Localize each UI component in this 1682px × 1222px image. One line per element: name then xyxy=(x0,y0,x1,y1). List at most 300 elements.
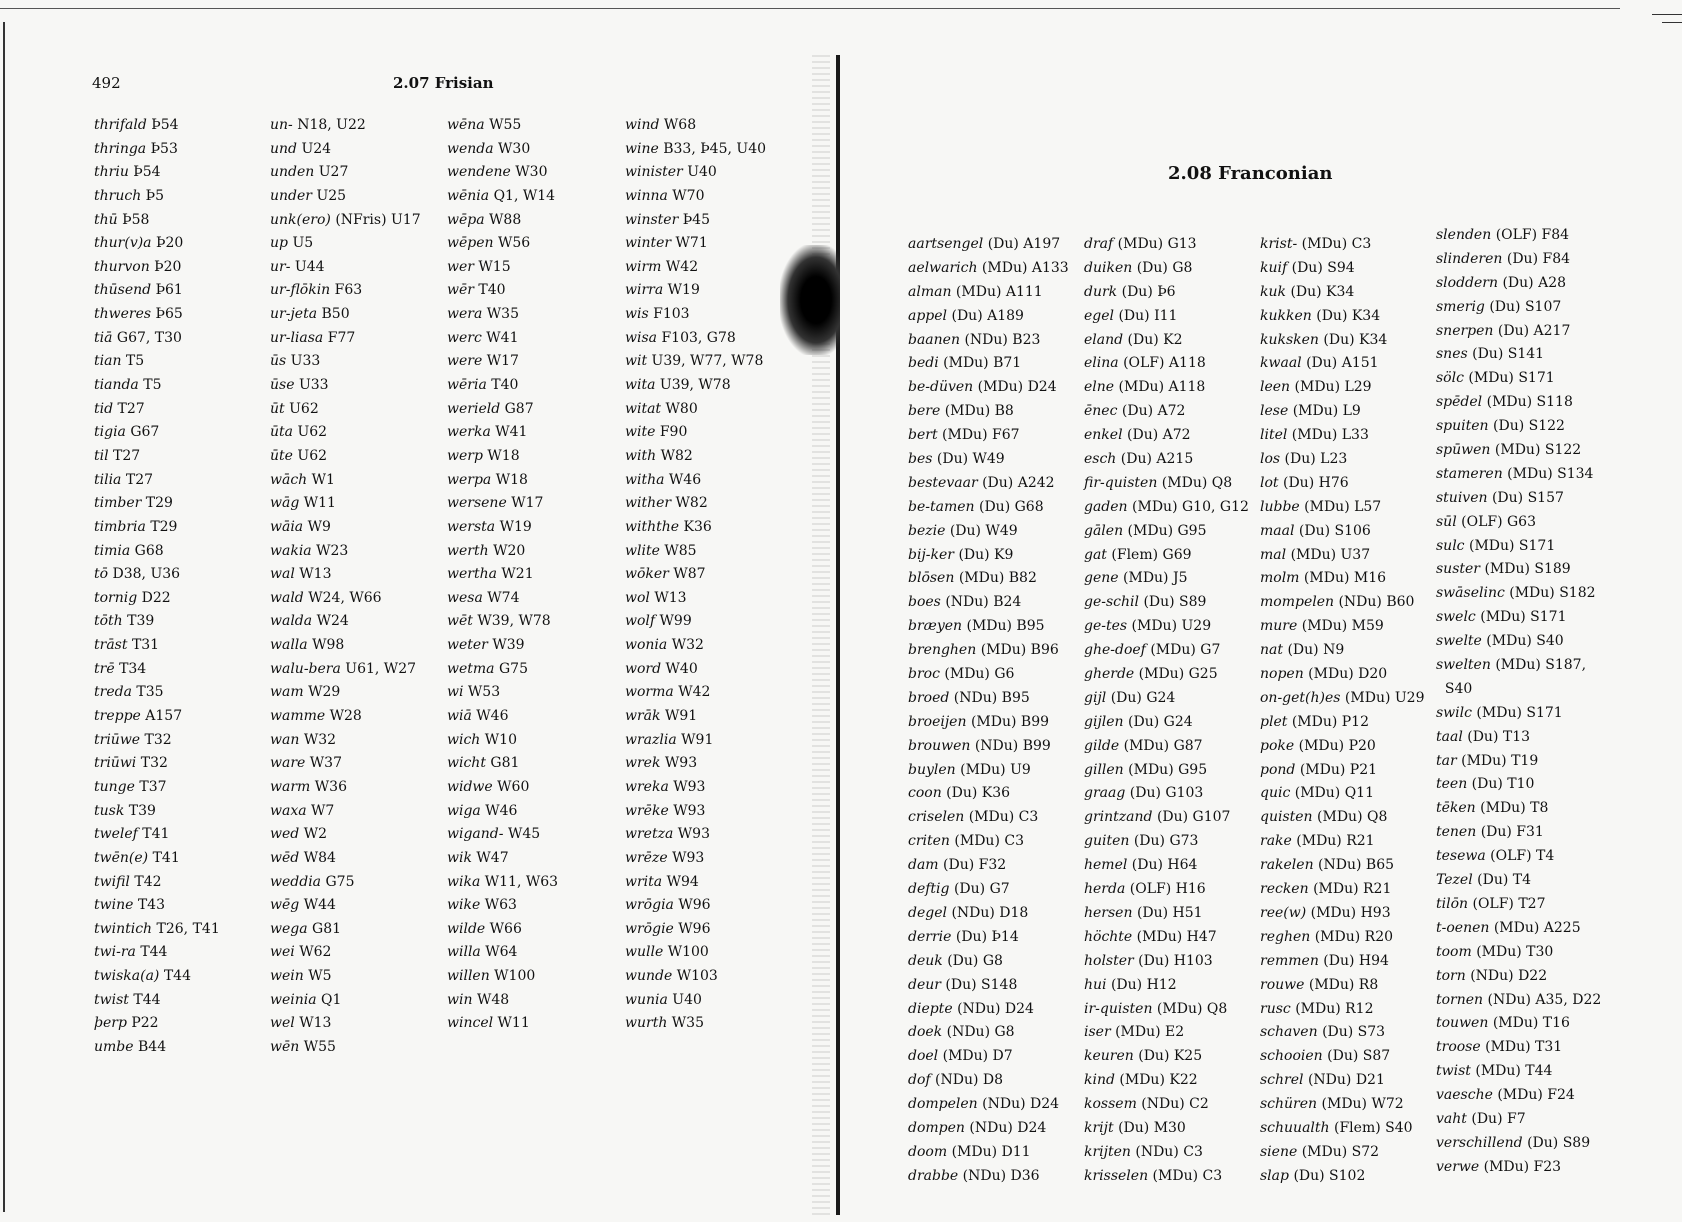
headword: broc xyxy=(908,666,940,683)
index-entry xyxy=(1260,591,1425,615)
headword: were xyxy=(447,353,483,370)
index-entry xyxy=(1436,224,1601,248)
headword: un- xyxy=(270,117,293,133)
headword: graag xyxy=(1084,785,1126,802)
index-entry xyxy=(1260,1045,1425,1069)
headword: egel xyxy=(1084,307,1115,324)
headword: vaht xyxy=(1436,1110,1467,1127)
index-entry xyxy=(1084,615,1249,639)
reference: W2 xyxy=(303,826,327,843)
reference: (Du) S107 xyxy=(1489,298,1562,315)
index-entry xyxy=(270,1012,421,1036)
index-entry xyxy=(1084,735,1249,759)
reference: (Du) H76 xyxy=(1283,474,1349,491)
reference: (Du) G8 xyxy=(1136,259,1193,276)
headword: winster xyxy=(625,211,679,228)
index-entry xyxy=(1436,391,1601,415)
headword: timbria xyxy=(94,518,146,535)
reference: Þ53 xyxy=(150,140,178,157)
reference: S40 xyxy=(1444,680,1473,697)
index-entry xyxy=(270,989,421,1013)
headword: triūwi xyxy=(94,755,137,772)
reference: W47 xyxy=(476,849,509,866)
headword: gālen xyxy=(1084,522,1124,539)
headword: deur xyxy=(908,976,941,993)
headword: broed xyxy=(908,689,950,706)
headword: spuiten xyxy=(1436,418,1489,435)
reference: (MDu) D20 xyxy=(1308,666,1388,683)
reference: T44 xyxy=(163,968,191,985)
index-entry xyxy=(1260,615,1425,639)
headword: touwen xyxy=(1436,1015,1489,1032)
reference: W91 xyxy=(664,708,698,725)
headword: werp xyxy=(447,447,483,464)
headword: wertha xyxy=(447,566,497,583)
index-entry xyxy=(1436,1108,1601,1132)
headword: esch xyxy=(1084,451,1117,468)
headword: wesa xyxy=(447,589,483,606)
headword: wis xyxy=(625,306,649,323)
reference: D22 xyxy=(141,589,171,606)
reference: (Du) N9 xyxy=(1287,642,1345,659)
headword: hemel xyxy=(1084,857,1128,874)
reference: U62 xyxy=(297,447,328,464)
headword: wrōgie xyxy=(625,920,674,937)
reference: T41 xyxy=(152,849,180,866)
index-entry xyxy=(447,610,558,634)
headword: wal xyxy=(270,566,295,583)
reference: T32 xyxy=(140,755,168,772)
index-entry xyxy=(94,185,220,209)
reference: (Du) K34 xyxy=(1323,331,1388,348)
index-entry xyxy=(625,469,766,493)
index-entry xyxy=(94,989,220,1013)
reference: (Du) F31 xyxy=(1480,824,1544,841)
index-entry xyxy=(625,398,766,422)
headword: molm xyxy=(1260,570,1300,587)
headword: toom xyxy=(1436,943,1472,960)
index-entry xyxy=(908,257,1069,281)
index-entry xyxy=(625,350,766,374)
headword: timber xyxy=(94,495,142,512)
headword: wite xyxy=(625,424,656,441)
headword: wamme xyxy=(270,708,326,725)
headword: wiā xyxy=(447,708,472,725)
index-entry xyxy=(94,516,220,540)
index-entry xyxy=(1260,257,1425,281)
reference: W13 xyxy=(299,566,332,583)
reference: (MDu) D24 xyxy=(977,379,1057,396)
index-entry xyxy=(1436,535,1601,559)
index-entry xyxy=(1084,281,1249,305)
reference: T26, T41 xyxy=(156,920,220,937)
reference: W35 xyxy=(486,306,519,323)
reference: (Du) S122 xyxy=(1493,418,1565,435)
headword: weter xyxy=(447,637,488,654)
index-entry xyxy=(447,445,558,469)
headword: wed xyxy=(270,826,300,843)
headword: be-tamen xyxy=(908,498,975,515)
reference: W11, W63 xyxy=(484,873,559,890)
headword: twifil xyxy=(94,873,130,890)
index-entry xyxy=(94,847,220,871)
headword: brenghen xyxy=(908,642,977,659)
headword: kossem xyxy=(1084,1096,1137,1113)
reference: (MDu) S189 xyxy=(1484,561,1571,578)
headword: rakelen xyxy=(1260,857,1314,874)
index-entry xyxy=(625,918,766,942)
headword: witha xyxy=(625,471,665,488)
headword: wāg xyxy=(270,495,300,512)
headword: elina xyxy=(1084,355,1119,372)
reference: (MDu) S187, xyxy=(1495,657,1587,674)
index-entry xyxy=(1260,472,1425,496)
reference: (OLF) T27 xyxy=(1472,895,1546,912)
index-entry xyxy=(625,729,766,753)
index-entry xyxy=(625,823,766,847)
headword: maal xyxy=(1260,522,1295,539)
index-entry xyxy=(94,681,220,705)
index-entry xyxy=(1260,998,1425,1022)
index-entry xyxy=(625,587,766,611)
index-entry xyxy=(94,374,220,398)
index-entry xyxy=(270,729,421,753)
headword: snes xyxy=(1436,346,1468,363)
reference: U40 xyxy=(672,991,702,1008)
headword: wetma xyxy=(447,660,495,677)
reference: (NDu) D8 xyxy=(935,1072,1004,1089)
reference: G75 xyxy=(498,660,528,677)
index-entry xyxy=(908,711,1069,735)
index-entry xyxy=(625,421,766,445)
headword: trē xyxy=(94,660,115,677)
reference: T29 xyxy=(150,518,178,535)
reference: (NDu) B65 xyxy=(1318,857,1395,874)
headword: werc xyxy=(447,329,482,346)
headword: diepte xyxy=(908,1000,953,1017)
reference: W21 xyxy=(501,566,534,583)
reference: U5 xyxy=(292,235,314,252)
headword: tiā xyxy=(94,329,113,346)
reference: (NFris) U17 xyxy=(335,211,421,228)
index-entry xyxy=(447,941,558,965)
headword: twine xyxy=(94,897,134,914)
index-entry xyxy=(94,421,220,445)
index-entry xyxy=(94,941,220,965)
reference: T42 xyxy=(134,873,162,890)
index-entry xyxy=(908,926,1069,950)
index-entry xyxy=(270,610,421,634)
index-entry xyxy=(625,941,766,965)
reference: T39 xyxy=(127,613,155,630)
headword: tornen xyxy=(1436,991,1484,1008)
headword: wēr xyxy=(447,282,474,299)
index-entry xyxy=(270,279,421,303)
index-entry xyxy=(447,847,558,871)
franconian-column-1 xyxy=(908,233,1069,1189)
index-entry xyxy=(94,138,220,162)
reference: (MDu) C3 xyxy=(968,809,1039,826)
reference: (Du) L23 xyxy=(1284,451,1348,468)
index-entry xyxy=(1084,496,1249,520)
reference: U39, W77, W78 xyxy=(651,353,764,370)
index-entry xyxy=(447,894,558,918)
index-entry xyxy=(1436,654,1601,678)
reference: (MDu) H47 xyxy=(1136,928,1217,945)
scan-gutter-noise xyxy=(812,55,830,1215)
index-entry xyxy=(270,705,421,729)
reference: U25 xyxy=(316,187,347,204)
index-entry xyxy=(908,830,1069,854)
headword: ree(w) xyxy=(1260,904,1307,921)
index-entry xyxy=(625,516,766,540)
index-entry xyxy=(1260,1165,1425,1189)
index-entry xyxy=(1084,544,1249,568)
reference: (MDu) J5 xyxy=(1123,570,1188,587)
index-entry xyxy=(1084,400,1249,424)
headword: wendene xyxy=(447,164,511,181)
section-title-frisian: 2.07 Frisian xyxy=(393,74,494,92)
book-gutter xyxy=(836,55,840,1215)
headword: verschillend xyxy=(1436,1134,1523,1151)
reference: W39 xyxy=(492,637,525,654)
headword: wike xyxy=(447,897,481,914)
reference: W100 xyxy=(667,944,709,961)
index-entry xyxy=(1436,941,1601,965)
headword: worma xyxy=(625,684,674,701)
index-entry xyxy=(908,1141,1069,1165)
index-entry xyxy=(94,729,220,753)
index-entry xyxy=(270,871,421,895)
reference: T31 xyxy=(131,637,160,654)
headword: broeijen xyxy=(908,713,967,730)
index-entry xyxy=(625,232,766,256)
reference: (Du) T10 xyxy=(1471,776,1535,793)
reference: (Du) Þ6 xyxy=(1121,283,1176,300)
reference: (MDu) R12 xyxy=(1295,1000,1374,1017)
reference: W28 xyxy=(329,708,362,725)
index-entry xyxy=(625,681,766,705)
reference: G87 xyxy=(504,400,534,417)
frisian-column-2 xyxy=(270,114,421,1060)
index-entry xyxy=(1436,821,1601,845)
reference: (MDu) K22 xyxy=(1119,1072,1198,1089)
headword: bert xyxy=(908,427,938,444)
reference: W94 xyxy=(666,873,699,890)
index-entry xyxy=(1084,472,1249,496)
headword: tid xyxy=(94,400,114,417)
reference: (Du) K34 xyxy=(1316,307,1381,324)
headword: mompelen xyxy=(1260,594,1335,611)
headword: doel xyxy=(908,1048,939,1065)
reference: W82 xyxy=(675,495,708,512)
headword: bere xyxy=(908,403,941,420)
index-entry xyxy=(1436,726,1601,750)
headword: schuualth xyxy=(1260,1119,1330,1136)
headword: warm xyxy=(270,778,311,795)
headword: wrek xyxy=(625,755,661,772)
index-entry xyxy=(1084,711,1249,735)
index-entry xyxy=(908,878,1069,902)
franconian-column-3 xyxy=(1260,233,1425,1189)
reference: U62 xyxy=(289,400,319,417)
reference: U61, W27 xyxy=(345,660,417,677)
headword: schooien xyxy=(1260,1048,1323,1065)
headword: gijlen xyxy=(1084,713,1124,730)
reference: (OLF) T4 xyxy=(1490,848,1555,865)
reference: (Flem) S40 xyxy=(1334,1119,1413,1136)
headword: wersene xyxy=(447,495,507,512)
index-entry xyxy=(447,871,558,895)
headword: doek xyxy=(908,1024,943,1041)
index-entry xyxy=(270,421,421,445)
reference: (Du) H12 xyxy=(1110,976,1177,993)
headword: hersen xyxy=(1084,904,1133,921)
headword: on-get(h)es xyxy=(1260,689,1341,706)
headword: thriu xyxy=(94,164,129,181)
headword: tenen xyxy=(1436,824,1477,841)
headword: wine xyxy=(625,140,659,157)
reference: W29 xyxy=(308,684,341,701)
index-entry xyxy=(1084,329,1249,353)
index-entry xyxy=(908,1021,1069,1045)
reference: (MDu) S171 xyxy=(1468,537,1556,554)
reference: W93 xyxy=(664,755,698,772)
reference: (MDu) G10, G12 xyxy=(1132,498,1249,515)
headword: pond xyxy=(1260,761,1296,778)
index-entry xyxy=(908,663,1069,687)
headword: tar xyxy=(1436,752,1457,769)
reference: (Du) S102 xyxy=(1293,1167,1366,1184)
headword: wunia xyxy=(625,991,668,1008)
reference: W93 xyxy=(677,826,710,843)
headword: wunde xyxy=(625,968,673,985)
index-entry xyxy=(625,540,766,564)
index-entry xyxy=(447,729,558,753)
index-entry xyxy=(447,1012,558,1036)
reference: W84 xyxy=(303,849,336,866)
index-entry xyxy=(625,161,766,185)
index-entry xyxy=(1260,711,1425,735)
headword: unden xyxy=(270,164,315,181)
index-entry xyxy=(447,800,558,824)
index-entry xyxy=(1436,845,1601,869)
headword: krist- xyxy=(1260,236,1298,252)
reference: (MDu) Q8 xyxy=(1161,474,1233,491)
headword: ir-quisten xyxy=(1084,1000,1153,1017)
headword: wigand- xyxy=(447,826,504,843)
franconian-column-4 xyxy=(1436,224,1601,1180)
headword: wersta xyxy=(447,518,496,535)
headword: nopen xyxy=(1260,666,1304,683)
reference: (MDu) B8 xyxy=(944,403,1014,420)
headword: fir-quisten xyxy=(1084,474,1158,491)
reference: (MDu) P20 xyxy=(1298,737,1376,754)
headword: ge-tes xyxy=(1084,618,1128,635)
index-entry xyxy=(447,540,558,564)
reference: (MDu) R20 xyxy=(1314,928,1394,945)
reference: T44 xyxy=(140,944,168,961)
index-entry xyxy=(1260,329,1425,353)
headword: gillen xyxy=(1084,761,1124,778)
headword: hui xyxy=(1084,976,1107,993)
reference: (MDu) T31 xyxy=(1485,1039,1563,1056)
headword: brouwen xyxy=(908,737,971,754)
index-entry xyxy=(270,563,421,587)
headword: twi-ra xyxy=(94,944,136,961)
headword: stameren xyxy=(1436,465,1503,482)
headword: poke xyxy=(1260,737,1295,754)
reference: U40 xyxy=(687,164,717,181)
reference: A157 xyxy=(145,708,183,725)
index-entry xyxy=(447,681,558,705)
index-entry xyxy=(908,305,1069,329)
index-entry xyxy=(1436,558,1601,582)
index-entry xyxy=(1260,352,1425,376)
headword: siene xyxy=(1260,1143,1298,1160)
reference: (MDu) S171 xyxy=(1476,704,1563,721)
index-entry xyxy=(270,965,421,989)
reference: (MDu) E2 xyxy=(1115,1024,1185,1041)
reference: (MDu) C3 xyxy=(954,833,1024,850)
reference: (NDu) B24 xyxy=(945,594,1022,611)
index-entry xyxy=(1260,663,1425,687)
index-entry xyxy=(1260,926,1425,950)
headword: ge-schil xyxy=(1084,594,1139,611)
reference: W18 xyxy=(495,471,528,488)
reference: (MDu) U37 xyxy=(1290,546,1371,563)
reference: W53 xyxy=(467,684,501,701)
index-entry xyxy=(1436,1132,1601,1156)
headword: wither xyxy=(625,495,672,512)
reference: B50 xyxy=(321,306,350,323)
headword: gaden xyxy=(1084,498,1128,515)
headword: bes xyxy=(908,451,933,468)
reference: (MDu) Q11 xyxy=(1294,785,1374,802)
headword: walda xyxy=(270,613,313,630)
headword: los xyxy=(1260,451,1281,468)
reference: (MDu) B96 xyxy=(980,642,1059,659)
reference: (MDu) M16 xyxy=(1303,570,1387,587)
headword: tilia xyxy=(94,471,122,488)
headword: swāselinc xyxy=(1436,585,1505,602)
index-entry xyxy=(447,989,558,1013)
reference: G67, T30 xyxy=(116,329,182,346)
headword: enkel xyxy=(1084,427,1123,444)
reference: (MDu) L29 xyxy=(1294,379,1372,396)
headword: tusk xyxy=(94,802,125,819)
headword: wēt xyxy=(447,613,473,630)
index-entry xyxy=(625,752,766,776)
reference: W96 xyxy=(678,897,711,914)
index-entry xyxy=(1436,367,1601,391)
headword: aartsengel xyxy=(908,236,984,252)
index-entry xyxy=(625,209,766,233)
headword: þerp xyxy=(94,1015,127,1032)
index-entry xyxy=(1084,806,1249,830)
reference: T43 xyxy=(137,897,165,914)
page-number: 492 xyxy=(92,74,121,92)
headword: umbe xyxy=(94,1038,134,1055)
reference: W87 xyxy=(673,566,706,583)
headword: wilde xyxy=(447,920,486,937)
reference: (MDu) Q8 xyxy=(1156,1000,1228,1017)
reference: W74 xyxy=(487,589,520,606)
index-entry xyxy=(270,752,421,776)
reference: (MDu) R21 xyxy=(1296,833,1375,850)
headword: winter xyxy=(625,235,672,252)
index-entry xyxy=(270,1036,421,1060)
